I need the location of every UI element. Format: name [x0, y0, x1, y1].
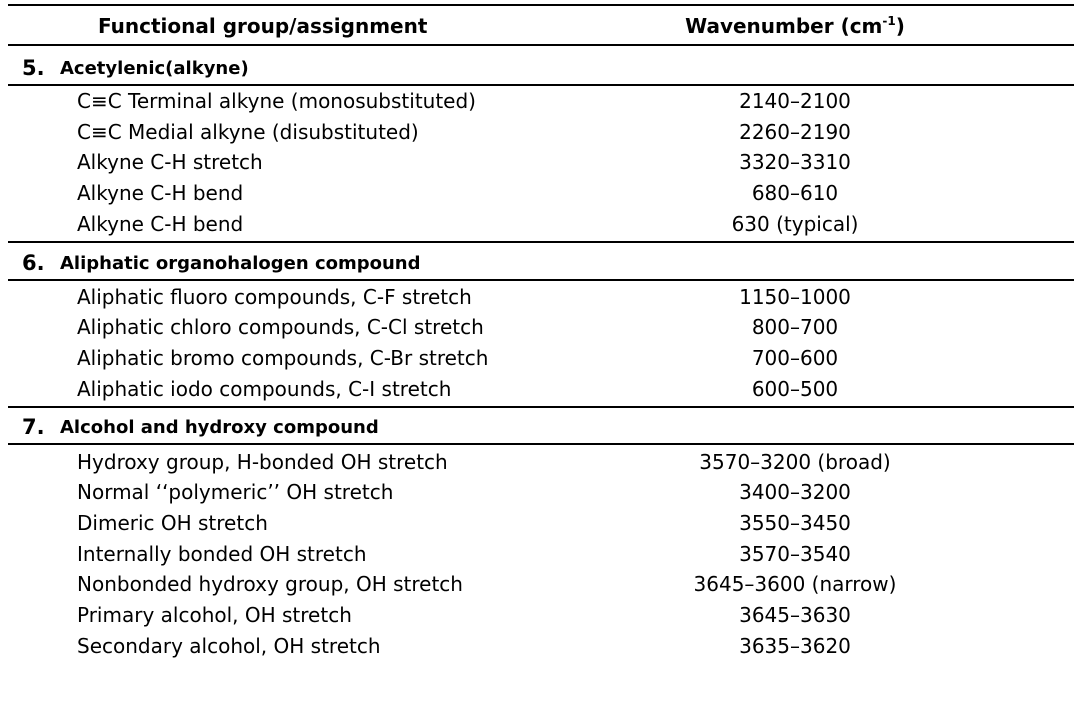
section-rule [8, 443, 1074, 445]
table-row [8, 539, 1074, 570]
header-wavenumber-sup: -1 [882, 14, 896, 28]
row-wavenumber: 3320–3310 [739, 150, 851, 174]
row-assignment: Alkyne C-H bend [77, 212, 244, 236]
section-title: Acetylenic(alkyne) [60, 58, 249, 79]
row-wavenumber: 3645–3630 [739, 603, 851, 627]
row-assignment: Secondary alcohol, OH stretch [77, 634, 381, 658]
header-wavenumber [568, 12, 1022, 40]
section-title: Aliphatic organohalogen compound [60, 253, 421, 274]
table-row [8, 147, 1074, 178]
row-assignment: Internally bonded OH stretch [77, 542, 367, 566]
section-number: 7. [22, 415, 45, 439]
row-wavenumber: 3550–3450 [739, 511, 851, 535]
section-title: Alcohol and hydroxy compound [60, 417, 379, 438]
table-row [8, 631, 1074, 662]
table-row [8, 178, 1074, 209]
row-assignment: Normal ‘‘polymeric’’ OH stretch [77, 480, 394, 504]
table-row [8, 312, 1074, 343]
row-wavenumber: 1150–1000 [739, 285, 851, 309]
row-wavenumber: 800–700 [751, 315, 839, 339]
table-row [8, 374, 1074, 405]
row-assignment: Alkyne C-H stretch [77, 150, 263, 174]
section-aliphatic-organohalogen [8, 248, 1074, 278]
table-row [8, 282, 1074, 313]
section-acetylenic [8, 53, 1074, 83]
row-assignment: Aliphatic fluoro compounds, C-F stretch [77, 285, 472, 309]
table-row [8, 117, 1074, 148]
row-assignment: C≡C Terminal alkyne (monosubstituted) [77, 89, 476, 113]
section-number: 6. [22, 251, 45, 275]
section-alcohol-hydroxy [8, 412, 1074, 442]
table-row [8, 447, 1074, 478]
table-row [8, 569, 1074, 600]
section-rule [8, 406, 1074, 408]
table-row [8, 343, 1074, 374]
table-header [8, 6, 1074, 44]
row-assignment: Primary alcohol, OH stretch [77, 603, 352, 627]
table-row [8, 600, 1074, 631]
row-wavenumber: 2260–2190 [739, 120, 851, 144]
table-row [8, 209, 1074, 240]
header-bottom-rule [8, 44, 1074, 46]
row-assignment: Hydroxy group, H-bonded OH stretch [77, 450, 448, 474]
header-functional-group: Functional group/assignment [98, 14, 428, 38]
row-wavenumber: 3400–3200 [739, 480, 851, 504]
row-wavenumber: 3645–3600 (narrow) [693, 572, 897, 596]
table-row [8, 86, 1074, 117]
row-wavenumber: 680–610 [751, 181, 839, 205]
row-wavenumber: 3635–3620 [739, 634, 851, 658]
row-wavenumber: 3570–3540 [739, 542, 851, 566]
row-assignment: Aliphatic iodo compounds, C-I stretch [77, 377, 452, 401]
table-row [8, 477, 1074, 508]
section-rule [8, 241, 1074, 243]
section-rule [8, 279, 1074, 281]
section-number: 5. [22, 56, 45, 80]
row-assignment: C≡C Medial alkyne (disubstituted) [77, 120, 419, 144]
row-assignment: Nonbonded hydroxy group, OH stretch [77, 572, 463, 596]
table-row [8, 508, 1074, 539]
row-wavenumber: 2140–2100 [739, 89, 851, 113]
row-assignment: Dimeric OH stretch [77, 511, 268, 535]
row-assignment: Aliphatic chloro compounds, C-Cl stretch [77, 315, 484, 339]
header-wavenumber-base: Wavenumber (cm [685, 14, 883, 38]
header-wavenumber-close: ) [895, 14, 905, 38]
row-wavenumber: 700–600 [751, 346, 839, 370]
row-wavenumber: 3570–3200 (broad) [699, 450, 891, 474]
row-assignment: Aliphatic bromo compounds, C-Br stretch [77, 346, 489, 370]
row-assignment: Alkyne C-H bend [77, 181, 244, 205]
row-wavenumber: 630 (typical) [731, 212, 859, 236]
row-wavenumber: 600–500 [751, 377, 839, 401]
